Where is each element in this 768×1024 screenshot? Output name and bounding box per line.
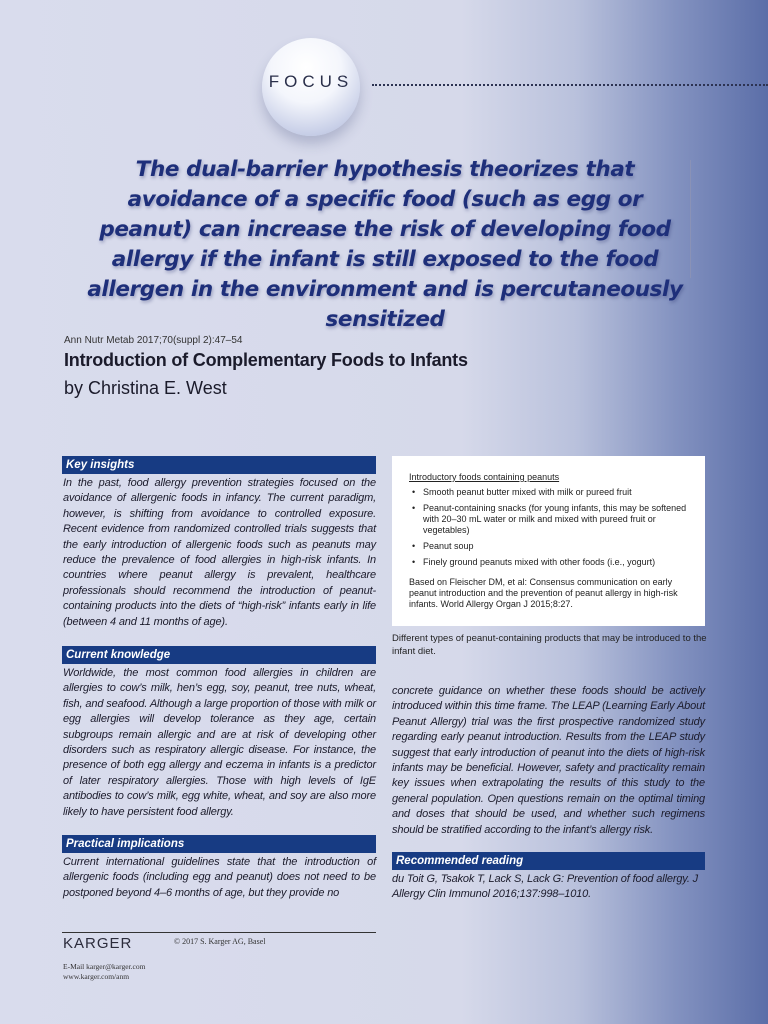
practical-implications-heading: Practical implications <box>62 835 376 853</box>
box-source: Based on Fleischer DM, et al: Consensus communication on early peanut introduction and the prevention of peanut allergy in high-risk infants. World Allergy Organ J 2015;8:27. <box>409 577 678 609</box>
pull-quote: The dual-barrier hypothesis theorizes that avoidance of a specific food (such as egg or peanut) can increase the risk of developing food allergy if the infant is still exposed to the food allergen in the environment and is percutaneously sensitized <box>87 157 683 332</box>
list-item: • Smooth peanut butter mixed with milk or pureed fruit <box>421 487 695 498</box>
recommended-reading-text: du Toit G, Tsakok T, Lack S, Lack G: Prevention of food allergy. J Allergy Clin Immunol 2016;137:998–1010. <box>392 873 699 901</box>
copyright: © 2017 S. Karger AG, Basel <box>174 937 266 946</box>
box-title: Introductory foods containing peanuts <box>409 472 560 482</box>
practical-implications-text: Current international guidelines state that the introduction of allergenic foods (including egg and peanut) does not need to be postponed beyond 4–6 months of age, but they provide no <box>63 856 376 899</box>
article-title: Introduction of Complementary Foods to Infants <box>64 350 468 370</box>
recommended-reading-heading: Recommended reading <box>392 852 705 870</box>
article-citation: Ann Nutr Metab 2017;70(suppl 2):47–54 <box>64 335 243 346</box>
contact-web: www.karger.com/anm <box>63 972 130 981</box>
quote-divider <box>690 160 691 278</box>
current-knowledge-heading: Current knowledge <box>62 646 376 664</box>
contact-info <box>63 962 145 982</box>
publisher-logo: KARGER <box>63 935 133 952</box>
focus-dotted-rule <box>372 84 768 86</box>
list-item: • Peanut-containing snacks (for young infants, this may be softened with 20–30 mL water or milk and mixed with pureed fruit or vegetables) <box>421 503 695 536</box>
box-caption: Different types of peanut-containing products that may be introduced to the infant diet. <box>392 633 707 657</box>
list-item: • Peanut soup <box>421 541 695 552</box>
current-knowledge-text: Worldwide, the most common food allergies in children are allergies to cow’s milk, hen’s egg, soy, peanut, tree nuts, wheat, fish, and seafood. Although a large proportion of those with milk or egg allergies will develop tolerance as they age, certain subgroups remain allergic and are at risk of developing other disorders such as respiratory allergic disease. For instance, the presence of both egg allergy and eczema in infants is a predictor of later respiratory allergies. Those with high levels of IgE antibodies to cow’s milk, egg white, wheat, and soy are also more likely to have persistent food allergy. <box>63 667 376 818</box>
key-insights-text: In the past, food allergy prevention strategies focused on the avoidance of allergenic foods in infancy. The current paradigm, however, is shifting from avoidance to controlled exposure. Recent evidence from randomized controlled trials suggests that the early introduction of allergenic foods such as peanuts may reduce the prevalence of food allergies in high-risk infants. In countries where peanut allergy is prevalent, healthcare professionals should recommend the introduction of peanut-containing products into the diets of “high-risk” infants early in life (between 4 and 11 months of age). <box>63 477 376 628</box>
practical-implications-continued: concrete guidance on whether these foods should be actively introduced within this time frame. The LEAP (Learning Early About Peanut Allergy) trial was the first prospective randomized study regarding early peanut introduction. Results from the LEAP study suggest that early introduction of peanut into the diets of high-risk infants may be beneficial. However, safety and practicality remain key issues when extrapolating the results of this study to the general population. Open questions remain on the optimal timing and doses that should be used, and whether such regimens should be stratified according to the infant’s allergy risk. <box>392 685 705 836</box>
footer-divider <box>62 932 376 933</box>
key-insights-heading: Key insights <box>62 456 376 474</box>
focus-label: FOCUS <box>268 72 354 91</box>
list-item: • Finely ground peanuts mixed with other foods (i.e., yogurt) <box>421 557 695 568</box>
article-byline: by Christina E. West <box>64 378 227 398</box>
peanut-foods-list <box>409 487 695 568</box>
contact-email: E-Mail karger@karger.com <box>63 962 146 971</box>
peanut-foods-box <box>392 456 705 626</box>
